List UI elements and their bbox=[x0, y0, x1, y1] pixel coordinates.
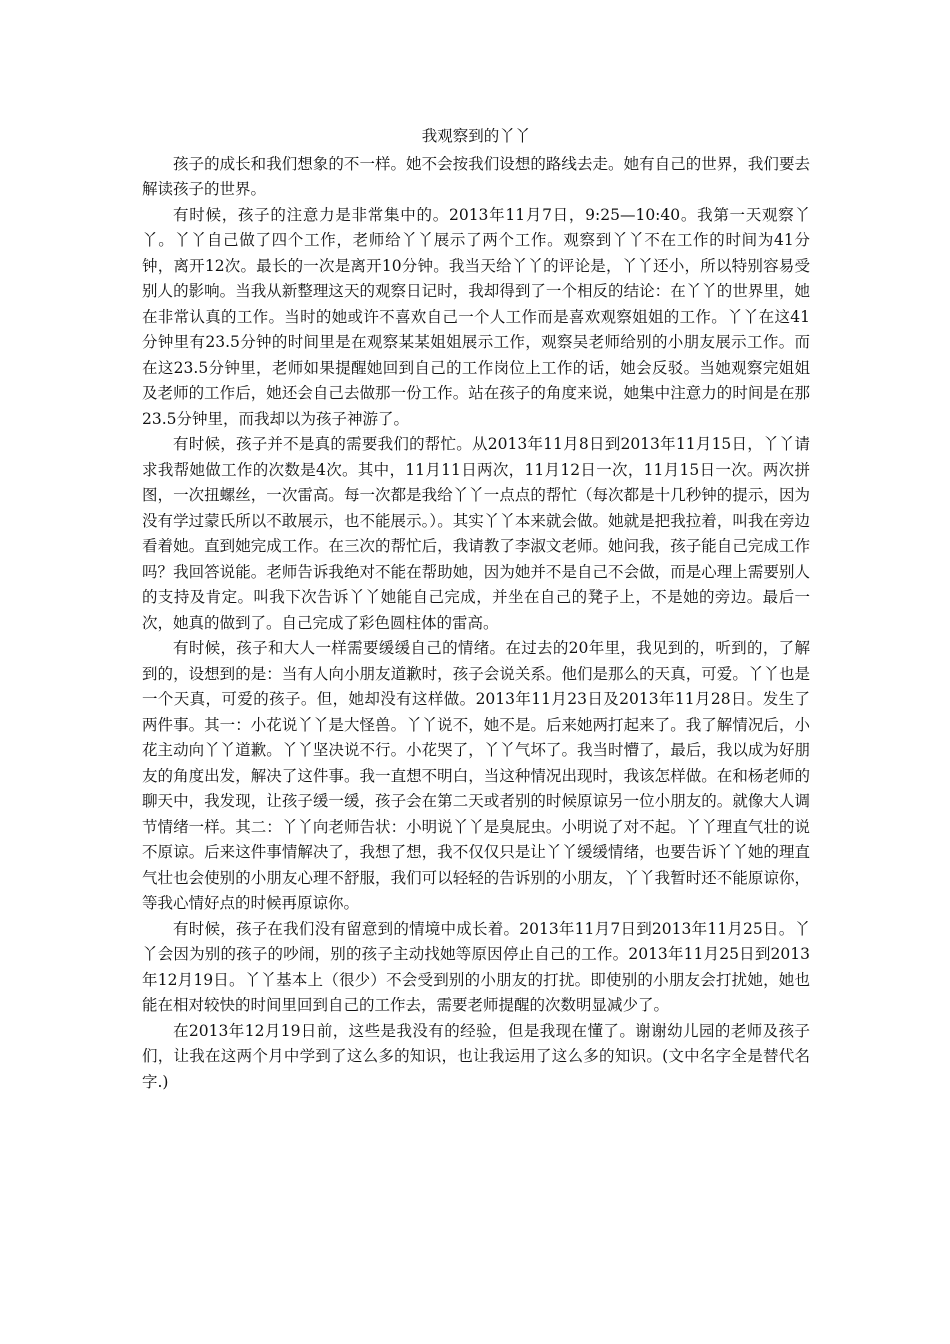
document-title: 我观察到的丫丫 bbox=[421, 127, 531, 145]
paragraph-intro: 孩子的成长和我们想象的不一样。她不会按我们设想的路线去走。她有自己的世界，我们要去解读孩子的世界。 bbox=[142, 154, 810, 198]
paragraph-help: 有时候，孩子并不是真的需要我们的帮忙。从2013年11月8日到2013年11月15日，丫丫请求我帮她做工作的次数是4次。其中，11月11日两次，11月12日一次，11月15日一次。两次拼图，一次扭螺丝，一次雷高。每一次都是我给丫丫一点点的帮忙（每次都是十几秒钟的提示，因为没有学过蒙氏所以不敢展示，也不能展示。）。其实丫丫本来就会做。她就是把我拉着，叫我在旁边看着她。直到她完成工作。在三次的帮忙后，我请教了李淑文老师。她问我，孩子能自己完成工作吗？我回答说能。老师告诉我绝对不能在帮助她，因为她并不是自己不会做，而是心理上需要别人的支持及肯定。叫我下次告诉丫丫她能自己完成，并坐在自己的凳子上，不是她的旁边。最后一次，她真的做到了。自己完成了彩色圆柱体的雷高。 bbox=[142, 435, 810, 632]
paragraph-conclusion: 在2013年12月19日前，这些是我没有的经验，但是我现在懂了。谢谢幼儿园的老师及孩子们，让我在这两个月中学到了这么多的知识，也让我运用了这么多的知识。(文中名字全是替代名字.) bbox=[142, 1021, 810, 1091]
paragraph-growth: 有时候，孩子在我们没有留意到的情境中成长着。2013年11月7日到2013年11月25日。丫丫会因为别的孩子的吵闹，别的孩子主动找她等原因停止自己的工作。2013年11月25日到2013年12月19日。丫丫基本上（很少）不会受到别的小朋友的打扰。即使别的小朋友会打扰她，她也能在相对较快的时间里回到自己的工作去，需要老师提醒的次数明显减少了。 bbox=[142, 919, 810, 1014]
paragraph-emotions: 有时候，孩子和大人一样需要缓缓自己的情绪。在过去的20年里，我见到的，听到的，了解到的，设想到的是：当有人向小朋友道歉时，孩子会说关系。他们是那么的天真，可爱。丫丫也是一个天真，可爱的孩子。但，她却没有这样做。2013年11月23日及2013年11月28日。发生了两件事。其一：小花说丫丫是大怪兽。丫丫说不，她不是。后来她两打起来了。我了解情况后，小花主动向丫丫道歉。丫丫坚决说不行。小花哭了，丫丫气坏了。我当时懵了，最后，我以成为好朋友的角度出发，解决了这件事。我一直想不明白，当这种情况出现时，我该怎样做。在和杨老师的聊天中，我发现，让孩子缓一缓，孩子会在第二天或者别的时候原谅另一位小朋友的。就像大人调节情绪一样。其二：丫丫向老师告状：小明说丫丫是臭屁虫。小明说了对不起。丫丫理直气壮的说不原谅。后来这件事情解决了，我想了想，我不仅仅只是让丫丫缓缓情绪，也要告诉丫丫她的理直气壮也会使别的小朋友心理不舒服，我们可以轻轻的告诉别的小朋友，丫丫我暂时还不能原谅你，等我心情好点的时候再原谅你。 bbox=[142, 639, 810, 912]
paragraph-attention: 有时候，孩子的注意力是非常集中的。2013年11月7日，9:25—10:40。我第一天观察丫丫。丫丫自己做了四个工作，老师给丫丫展示了两个工作。观察到丫丫不在工作的时间为41分钟，离开12次。最长的一次是离开10分钟。我当天给丫丫的评论是，丫丫还小，所以特别容易受别人的影响。当我从新整理这天的观察日记时，我却得到了一个相反的结论：在丫丫的世界里，她在非常认真的工作。当时的她或许不喜欢自己一个人工作而是喜欢观察姐姐的工作。丫丫在这41分钟里有23.5分钟的时间里是在观察某某姐姐展示工作，观察吴老师给别的小朋友展示工作。而在这23.5分钟里，老师如果提醒她回到自己的工作岗位上工作的话，她会反驳。当她观察完姐姐及老师的工作后，她还会自己去做那一份工作。站在孩子的角度来说，她集中注意力的时间是在那23.5分钟里，而我却以为孩子神游了。 bbox=[142, 205, 810, 428]
document-page bbox=[142, 124, 810, 1095]
